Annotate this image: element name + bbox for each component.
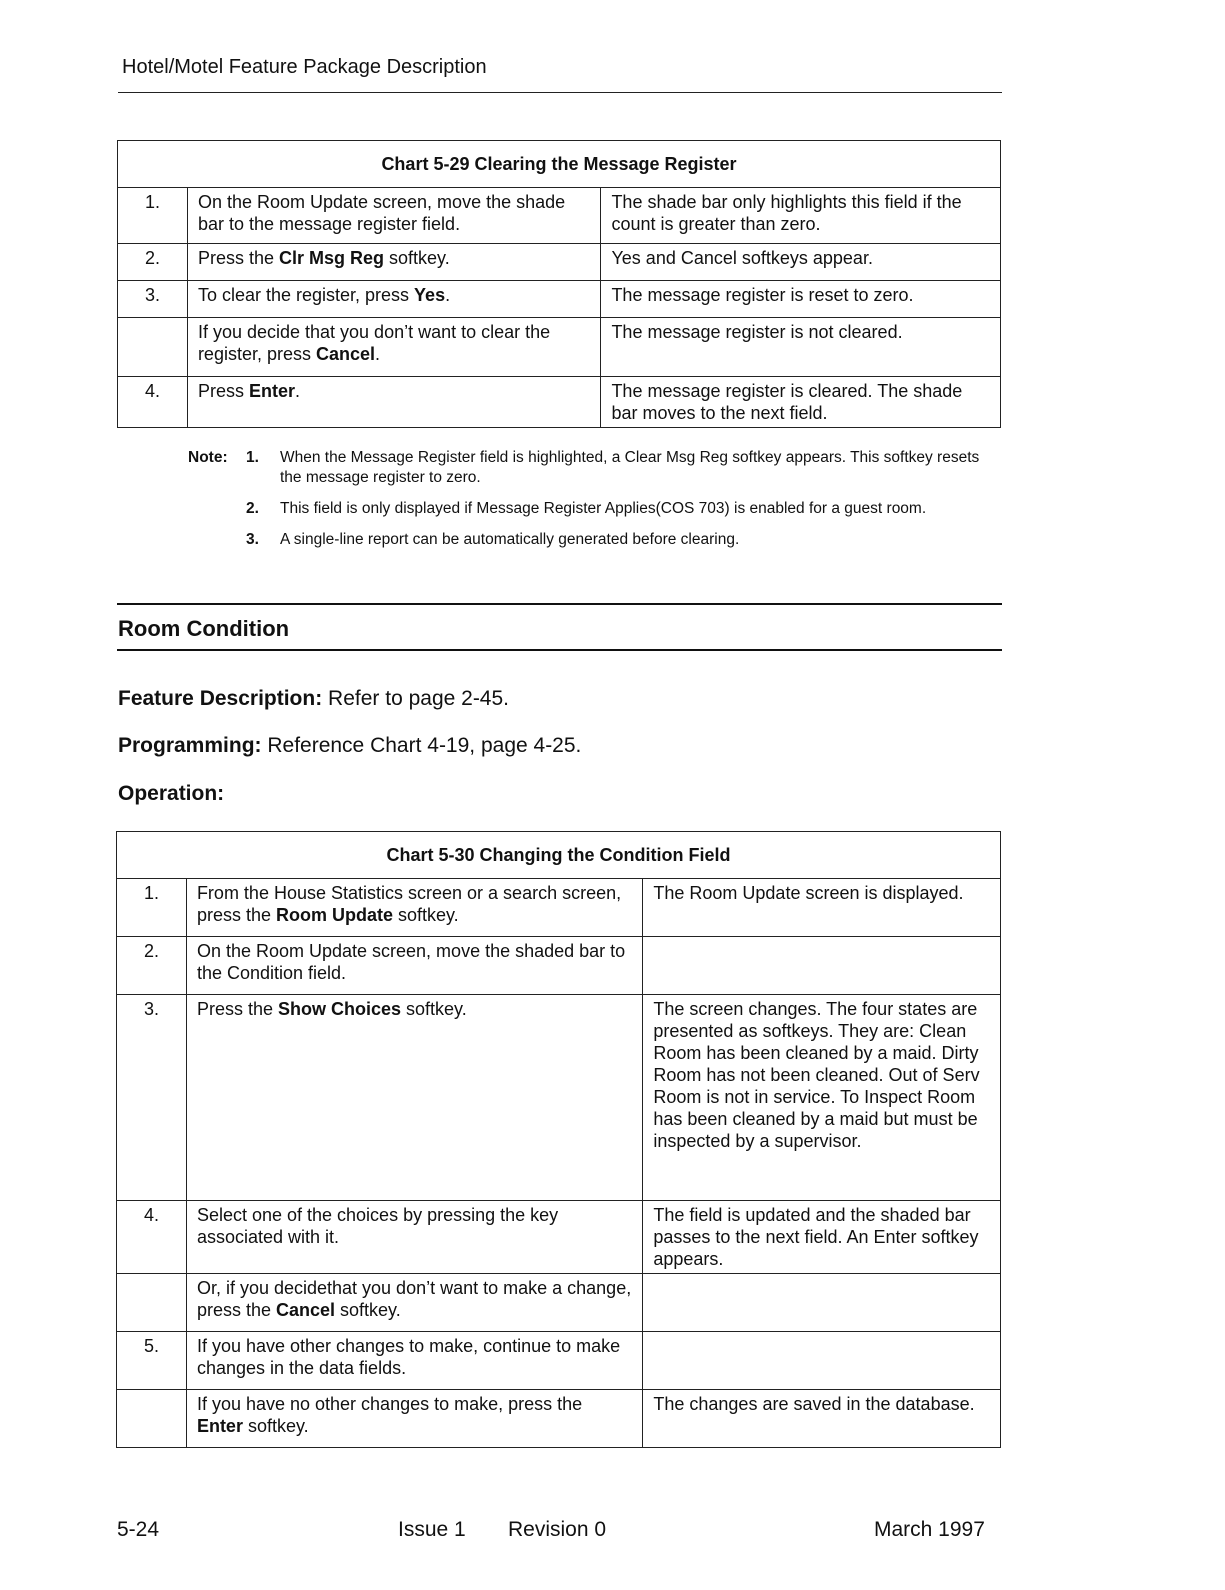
step-result: The changes are saved in the database. [643,1390,1001,1448]
chart-title: Chart 5-30 Changing the Condition Field [117,832,1001,879]
step-result [643,1274,1001,1332]
step-result [643,1332,1001,1390]
step-result: The screen changes. The four states are presented as softkeys. They are: Clean Room has been cleaned by a maid. Dirty Room has not been cleaned. Out of Serv Room is not in service. To Inspect Room has been cleaned by a maid but must be inspected by a supervisor. [643,995,1001,1201]
table-row [118,244,1001,281]
step-number: 4. [118,377,188,428]
step-action: On the Room Update screen, move the shaded bar to the Condition field. [186,937,642,995]
table-row [118,281,1001,318]
step-number: 1. [117,879,187,937]
chart-5-30-table [116,831,1001,1448]
step-action: Press Enter. [187,377,601,428]
table-row [117,937,1001,995]
footer-date: March 1997 [874,1518,985,1541]
note-item [188,530,1003,550]
header-divider [118,92,1002,93]
notes [188,448,1003,561]
table-row [118,188,1001,244]
note-number: 1. [246,449,259,466]
step-result: The Room Update screen is displayed. [643,879,1001,937]
step-number [117,1390,187,1448]
step-number: 5. [117,1332,187,1390]
step-result: The message register is not cleared. [601,318,1001,377]
chart-title: Chart 5-29 Clearing the Message Register [118,141,1001,188]
footer-page-number: 5-24 [117,1518,160,1541]
note-text: When the Message Register field is highlighted, a Clear Msg Reg softkey appears. This softkey resets the message register to zero. [280,449,980,486]
table-row [118,377,1001,428]
step-action: If you have other changes to make, continue to make changes in the data fields. [186,1332,642,1390]
footer-issue: Issue 1 [398,1518,466,1541]
note-text: A single-line report can be automatically generated before clearing. [280,531,740,548]
step-result: The message register is cleared. The shade bar moves to the next field. [601,377,1001,428]
step-number: 3. [118,281,188,318]
step-action: From the House Statistics screen or a search screen, press the Room Update softkey. [186,879,642,937]
section-title: Room Condition [118,616,290,641]
note-item [188,499,1003,519]
note-label: Note: [188,449,228,466]
note-item [188,448,1003,488]
step-action: Select one of the choices by pressing the key associated with it. [186,1201,642,1274]
section-rule-top [117,603,1002,605]
note-number: 2. [246,500,259,517]
table-row [117,995,1001,1201]
step-number: 3. [117,995,187,1201]
programming-reference: Programming: Reference Chart 4-19, page 4-25. [118,734,582,757]
page-header: Hotel/Motel Feature Package Description [122,56,487,78]
footer-revision: Revision 0 [508,1518,607,1541]
step-action: Press the Clr Msg Reg softkey. [187,244,601,281]
feature-description: Feature Description: Refer to page 2-45. [118,687,510,710]
table-row [117,1390,1001,1448]
step-result: The shade bar only highlights this field if the count is greater than zero. [601,188,1001,244]
step-result [643,937,1001,995]
chart-5-29-table [117,140,1001,428]
step-result: The field is updated and the shaded bar passes to the next field. An Enter softkey appears. [643,1201,1001,1274]
step-action: On the Room Update screen, move the shade bar to the message register field. [187,188,601,244]
table-row [117,879,1001,937]
step-number: 2. [117,937,187,995]
step-number [118,318,188,377]
step-action: To clear the register, press Yes. [187,281,601,318]
step-number [117,1274,187,1332]
step-number: 1. [118,188,188,244]
step-action: If you have no other changes to make, press the Enter softkey. [186,1390,642,1448]
step-result: Yes and Cancel softkeys appear. [601,244,1001,281]
step-action: Press the Show Choices softkey. [186,995,642,1201]
step-number: 4. [117,1201,187,1274]
step-action: If you decide that you don’t want to clear the register, press Cancel. [187,318,601,377]
operation-heading: Operation: [118,782,225,805]
note-number: 3. [246,531,259,548]
step-result: The message register is reset to zero. [601,281,1001,318]
step-number: 2. [118,244,188,281]
table-row [117,1332,1001,1390]
table-row [117,1201,1001,1274]
table-row [118,318,1001,377]
step-action: Or, if you decidethat you don’t want to make a change, press the Cancel softkey. [186,1274,642,1332]
note-text: This field is only displayed if Message Register Applies(COS 703) is enabled for a guest room. [280,500,927,517]
table-row [117,1274,1001,1332]
section-rule-bottom [117,649,1002,651]
